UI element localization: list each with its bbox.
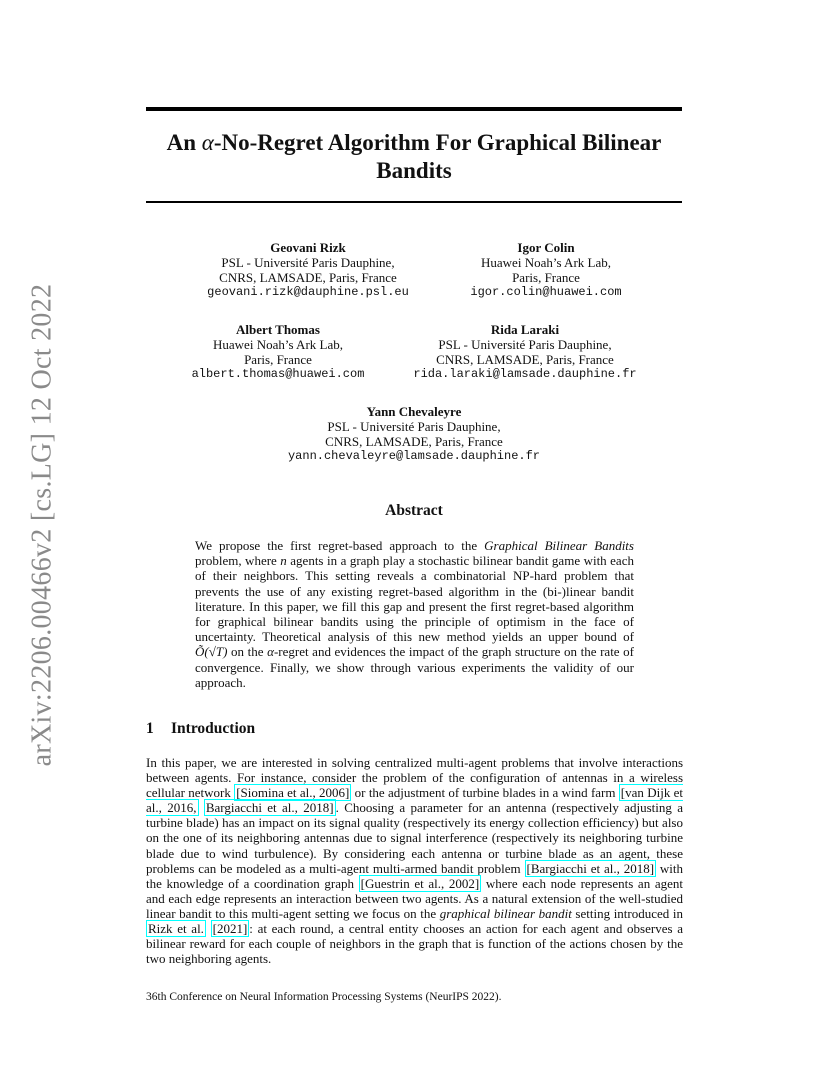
author-email[interactable]: igor.colin@huawei.com	[470, 285, 622, 299]
citation-link[interactable]: [van Dijk et al., 2016,	[146, 785, 684, 816]
abstract-segment: problem, where	[195, 553, 281, 569]
intro-segment: or the adjustment of turbine blades in a wind farm	[351, 785, 619, 801]
citation-link[interactable]: Bargiacchi et al., 2018]	[205, 800, 334, 816]
introduction-paragraph	[146, 755, 683, 966]
author-email[interactable]: geovani.rizk@dauphine.psl.eu	[207, 285, 409, 299]
author-block-colin	[436, 240, 656, 300]
abstract-segment: -regret and evidences the impact of the graph structure on the rate of convergence. Finally, we show through various experiments the validity of our approach.	[195, 644, 635, 690]
author-affiliation: CNRS, LAMSADE, Paris, France	[219, 270, 397, 285]
author-affiliation: Paris, France	[512, 270, 580, 285]
title-part-1: An	[166, 130, 202, 155]
paper-title	[146, 129, 682, 185]
author-name: Yann Chevaleyre	[366, 404, 462, 419]
author-block-thomas	[168, 322, 388, 382]
intro-segment: In this paper, we are interested in solving centralized multi-agent problems that involve interactions between agents. For instance, consider the problem of the configuration of antennas in a wireless cellular network	[146, 755, 683, 801]
author-affiliation: CNRS, LAMSADE, Paris, France	[325, 434, 503, 449]
citation-link[interactable]: [Bargiacchi et al., 2018]	[526, 860, 655, 876]
author-name: Geovani Rizk	[270, 240, 346, 255]
arxiv-identifier: arXiv:2206.00466v2 [cs.LG] 12 Oct 2022	[26, 283, 57, 767]
author-affiliation: PSL - Université Paris Dauphine,	[327, 419, 501, 434]
author-affiliation: Huawei Noah’s Ark Lab,	[213, 337, 343, 352]
abstract-segment: agents in a graph play a stochastic bilinear bandit game with each of their neighbors. This setting reveals a combinatorial NP-hard problem that prevents the use of any existing regret-based algorithm in the (bi-)linear bandit literature. In this paper, we fill this gap and present the first regret-based algorithm for graphical bilinear bandits using the principle of optimism in the face of uncertainty. Theoretical analysis of this new method yields an upper bound of	[195, 553, 634, 645]
citation-link[interactable]: [2021]	[212, 921, 248, 937]
section-number: 1	[146, 720, 154, 737]
intro-segment: where each node represents an agent and each edge represents an interaction between two agents. As a natural extension of the well-studied linear bandit to this multi-agent setting we focus on the	[146, 875, 683, 921]
author-block-laraki	[400, 322, 650, 382]
section-title: Introduction	[171, 720, 256, 737]
abstract-math-bound: Õ(√T)	[195, 644, 228, 660]
author-affiliation: Paris, France	[244, 352, 312, 367]
title-alpha: α	[201, 130, 214, 155]
title-top-rule	[146, 107, 682, 111]
author-affiliation: CNRS, LAMSADE, Paris, France	[436, 352, 614, 367]
abstract-text	[195, 538, 634, 690]
abstract-emphasis: Graphical Bilinear Bandits	[484, 538, 634, 553]
abstract-math-n: n	[280, 553, 287, 569]
abstract-segment: We propose the first regret-based approach to the	[195, 538, 485, 553]
intro-segment: : at each round, a central entity chooses an action for each agent and observes a bilinear reward for each couple of neighbors in the graph that is function of the actions chosen by the two neighboring agents.	[146, 921, 683, 967]
author-email[interactable]: yann.chevaleyre@lamsade.dauphine.fr	[287, 449, 541, 463]
citation-link[interactable]: [Siomina et al., 2006]	[236, 785, 350, 801]
intro-segment: . Choosing a parameter for an antenna (respectively adjusting a turbine blade) has an impact on its signal quality (respectively its energy collection efficiency) but also on the one of its neighboring antennas due to signal interference (respectively its neighboring turbine blade due to wind turbulence). By considering each antenna or turbine blade as an agent, these problems can be modeled as a multi-agent multi-armed bandit problem	[146, 800, 684, 876]
title-part-2: -No-Regret Algorithm For Graphical Bilinear Bandits	[213, 130, 662, 183]
intro-segment: with the knowledge of a coordination graph	[146, 860, 683, 891]
author-name: Igor Colin	[517, 240, 575, 255]
abstract-math-alpha: α	[267, 644, 274, 660]
author-name: Albert Thomas	[236, 322, 320, 337]
author-affiliation: Huawei Noah’s Ark Lab,	[481, 255, 611, 270]
arxiv-identifier-margin	[22, 283, 62, 767]
abstract-segment: on the	[227, 644, 268, 660]
author-affiliation: PSL - Université Paris Dauphine,	[221, 255, 395, 270]
citation-link[interactable]: [Guestrin et al., 2002]	[360, 875, 480, 891]
intro-emphasis: graphical bilinear bandit	[439, 905, 572, 921]
conference-footnote: 36th Conference on Neural Information Processing Systems (NeurIPS 2022).	[146, 991, 502, 1003]
author-email[interactable]: rida.laraki@lamsade.dauphine.fr	[413, 367, 637, 381]
author-email[interactable]: albert.thomas@huawei.com	[191, 367, 365, 381]
abstract-heading: Abstract	[385, 502, 443, 519]
intro-segment: setting introduced in	[571, 905, 683, 921]
author-block-chevaleyre	[274, 404, 554, 464]
author-affiliation: PSL - Université Paris Dauphine,	[438, 337, 612, 352]
citation-link[interactable]: Rizk et al.	[148, 921, 204, 937]
author-name: Rida Laraki	[490, 322, 560, 337]
author-block-rizk	[188, 240, 428, 300]
section-heading-introduction	[146, 720, 255, 738]
title-bottom-rule	[146, 201, 682, 203]
